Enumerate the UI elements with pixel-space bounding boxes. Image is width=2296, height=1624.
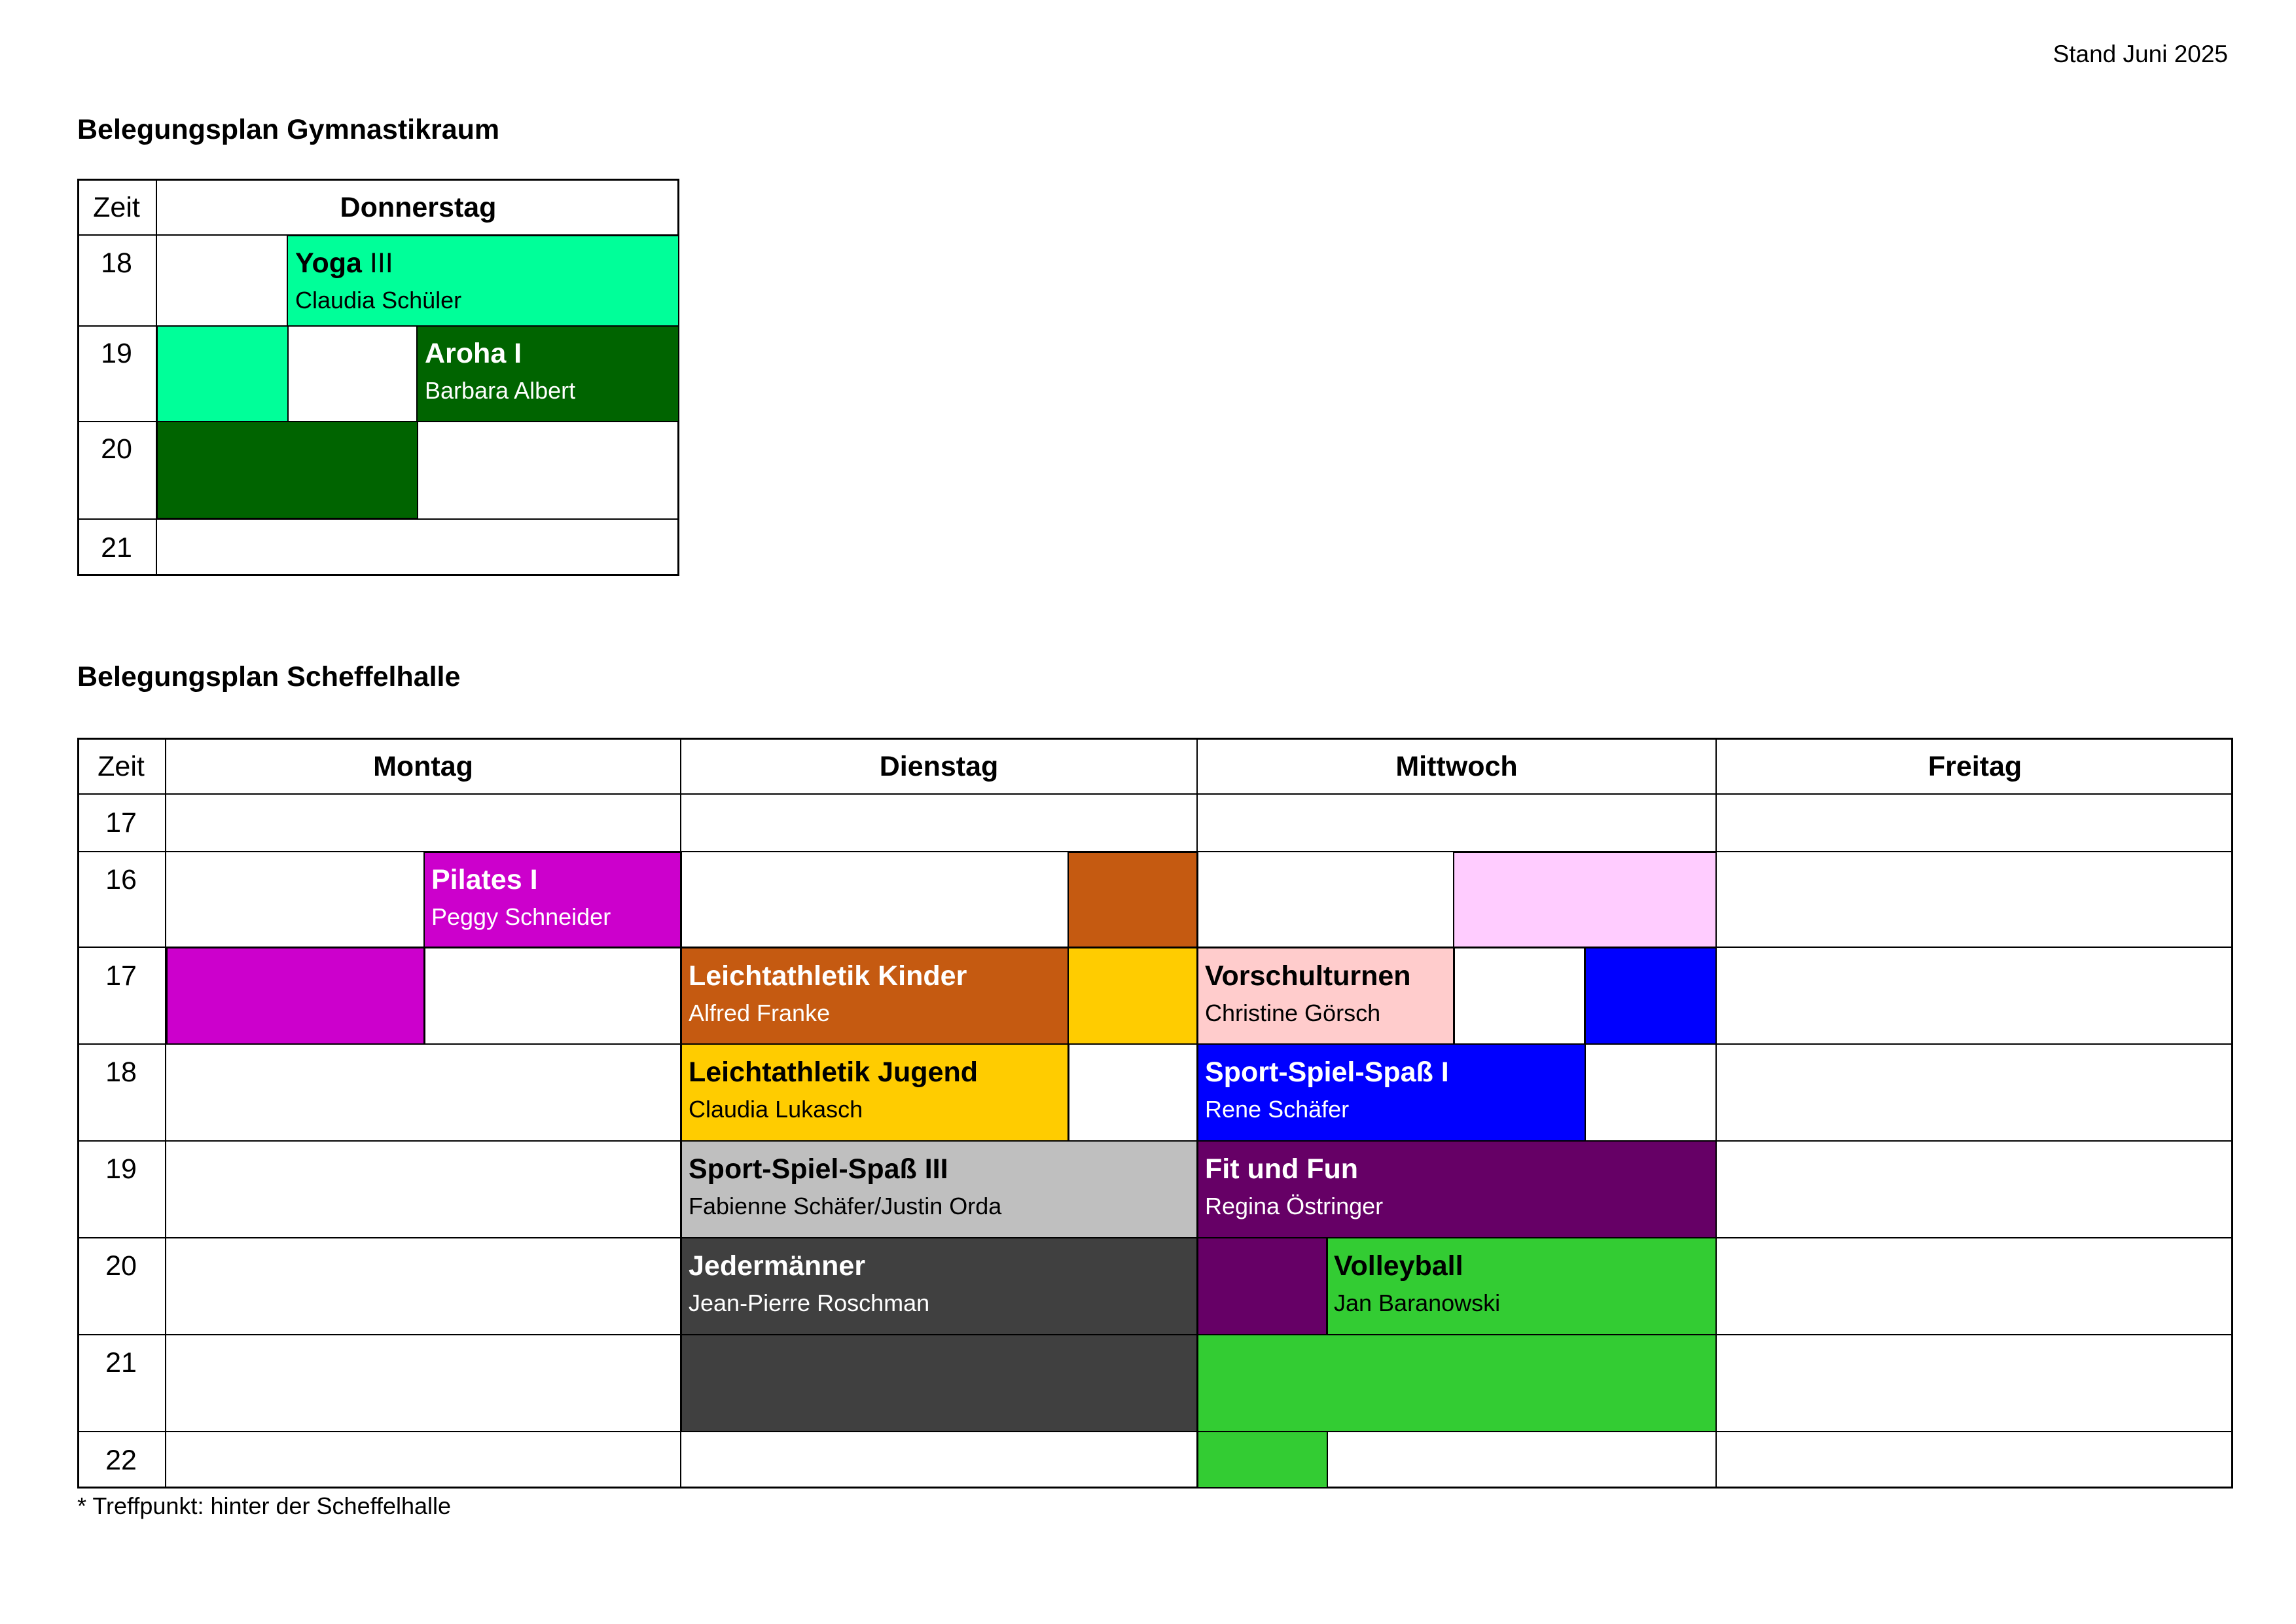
halle-time-row-2: 16	[105, 864, 137, 895]
gym-time-19: 19	[101, 338, 132, 369]
footnote: * Treffpunkt: hinter der Scheffelhalle	[77, 1492, 452, 1519]
aroha-trainer: Barbara Albert	[425, 377, 576, 404]
ssp3-title: Sport-Spiel-Spaß III	[689, 1153, 948, 1185]
volleyball-block-late[interactable]	[1197, 1431, 1328, 1489]
fitfun-block-continued[interactable]	[1197, 1237, 1328, 1335]
jedermaenner-title: Jedermänner	[689, 1250, 866, 1282]
halle-zeit-header: Zeit	[98, 750, 145, 782]
halle-time-row-1: 17	[105, 807, 137, 839]
fitfun-trainer: Regina Östringer	[1205, 1193, 1384, 1219]
day-header-montag: Montag	[373, 750, 473, 782]
jedermaenner-trainer: Jean-Pierre Roschman	[689, 1290, 930, 1316]
day-header-mittwoch: Mittwoch	[1395, 750, 1518, 782]
ssp1-block-early[interactable]	[1584, 947, 1717, 1045]
halle-time-row-7: 21	[105, 1347, 137, 1379]
la-jugend-trainer: Claudia Lukasch	[689, 1096, 863, 1123]
day-header-dienstag: Dienstag	[879, 750, 999, 782]
la-jugend-block-early[interactable]	[1067, 947, 1198, 1045]
gym-time-18: 18	[101, 247, 132, 279]
yoga-trainer: Claudia Schüler	[295, 287, 462, 314]
halle-time-row-6: 20	[105, 1250, 137, 1282]
ssp1-trainer: Rene Schäfer	[1205, 1096, 1350, 1123]
gym-time-21: 21	[101, 532, 132, 564]
gym-time-20: 20	[101, 433, 132, 465]
day-header-freitag: Freitag	[1928, 750, 2022, 782]
stand-date: Stand Juni 2025	[2053, 41, 2228, 67]
la-kinder-block-early[interactable]	[1067, 852, 1198, 948]
pink-block[interactable]	[1453, 852, 1717, 948]
halle-time-row-8: 22	[105, 1445, 137, 1476]
halle-time-row-5: 19	[105, 1153, 137, 1185]
yoga-title: Yoga III	[295, 247, 393, 279]
pilates-block-continued[interactable]	[166, 947, 425, 1045]
pilates-trainer: Peggy Schneider	[431, 903, 611, 930]
volleyball-title: Volleyball	[1334, 1250, 1463, 1282]
vorschulturnen-title: Vorschulturnen	[1205, 960, 1411, 992]
fitfun-title: Fit und Fun	[1205, 1153, 1359, 1185]
la-jugend-title: Leichtathletik Jugend	[689, 1056, 978, 1088]
gym-zeit-header: Zeit	[93, 191, 140, 223]
halle-heading: Belegungsplan Scheffelhalle	[77, 661, 461, 693]
ssp3-trainer: Fabienne Schäfer/Justin Orda	[689, 1193, 1002, 1219]
gym-aroha-block-continued[interactable]	[156, 421, 418, 519]
la-kinder-trainer: Alfred Franke	[689, 1000, 831, 1026]
gym-day-header: Donnerstag	[340, 191, 497, 223]
volleyball-block-continued[interactable]	[1197, 1334, 1717, 1432]
gym-yoga-block-continued[interactable]	[156, 325, 289, 422]
gym-heading: Belegungsplan Gymnastikraum	[77, 114, 500, 145]
volleyball-trainer: Jan Baranowski	[1334, 1290, 1501, 1316]
pilates-title: Pilates I	[431, 864, 538, 895]
halle-time-row-3: 17	[105, 960, 137, 992]
aroha-title: Aroha I	[425, 338, 522, 369]
ssp1-title: Sport-Spiel-Spaß I	[1205, 1056, 1449, 1088]
vorschulturnen-trainer: Christine Görsch	[1205, 1000, 1381, 1026]
halle-time-row-4: 18	[105, 1056, 137, 1088]
la-kinder-title: Leichtathletik Kinder	[689, 960, 967, 992]
